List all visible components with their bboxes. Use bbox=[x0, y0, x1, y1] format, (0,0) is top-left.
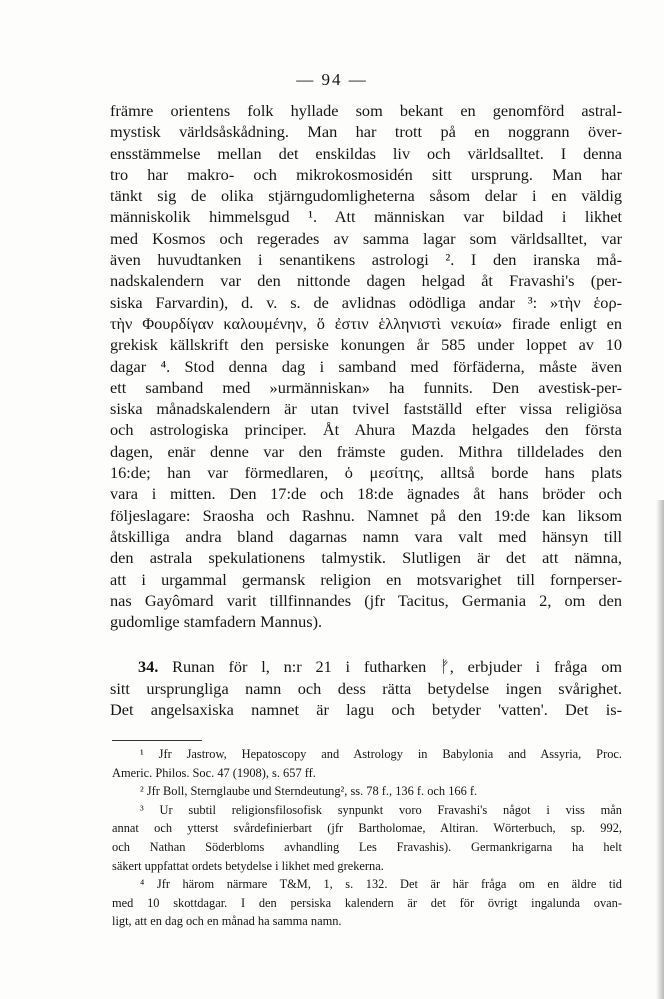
page-edge-shadow bbox=[656, 500, 664, 999]
text-line: Det angelsaxiska namnet är lagu och betyder 'vatten'. Det is- bbox=[110, 700, 622, 720]
footnote-rule bbox=[112, 740, 202, 741]
page-number: — 94 — bbox=[296, 70, 368, 89]
footnote-line: med 10 skottdagar. I den persiska kalendern är det för övrigt ingalunda ovan- bbox=[112, 895, 622, 910]
text-line: ensstämmelse mellan det enskildas liv och världsalltet. I denna bbox=[110, 143, 622, 163]
text-line: åtskilliga andra bland dagarnas namn vara valt med hänsyn till bbox=[110, 526, 622, 546]
footnote-line: och Nathan Söderbloms avhandling Les Fravashis). Germankrigarna ha helt bbox=[112, 839, 622, 854]
footnote-line: ¹ Jfr Jastrow, Hepatoscopy and Astrology in Babylonia and Assyria, Proc. bbox=[140, 747, 622, 761]
text-line: ett samband med »urmänniskan» ha funnits. Den avestisk-per- bbox=[110, 377, 622, 397]
text-line: nas Gayômard varit tillfinnandes (jfr Tacitus, Germania 2, om den bbox=[110, 590, 622, 610]
footnote-line: ³ Ur subtil religionsfilosofisk synpunkt voro Fravashi's något i viss mån bbox=[140, 802, 622, 817]
text-line: 16:de; han var förmedlaren, ὁ μεσίτης, alltså borde hans plats bbox=[110, 463, 622, 483]
text-line: människolik himmelsgud ¹. Att människan var bildad i likhet bbox=[110, 207, 622, 227]
text-line: följeslagare: Sraosha och Rashnu. Namnet på den 19:de kan liksom bbox=[110, 505, 622, 525]
footnote-line: säkert uppfattat ordets betydelse i likhet med grekerna. bbox=[112, 858, 384, 873]
footnote-line: Americ. Philos. Soc. 47 (1908), s. 657 ff. bbox=[112, 765, 316, 780]
text-line: även huvudtanken i senantikens astrologi ². I den iranska må- bbox=[110, 250, 622, 270]
text-line: dagar ⁴. Stod denna dag i samband med förfäderna, måste även bbox=[110, 356, 622, 376]
section-number: 34. bbox=[138, 657, 159, 677]
text-line: främre orientens folk hyllade som bekant en genomförd astral- bbox=[110, 101, 622, 120]
text-line: siska Farvardin), d. v. s. de avlidnas odödliga andar ³: »τὴν ἑορ- bbox=[110, 292, 622, 312]
text-line: tro har makro- och mikrokosmosidén sitt ursprung. Man har bbox=[110, 164, 622, 184]
text-line: tänkt sig de olika stjärngudomligheterna såsom delar i en väldig bbox=[110, 186, 622, 206]
text-line: τὴν Φουρδίγαν καλουμένην, ὅ ἐστιν ἑλληνιστὶ νεκυία» firade enligt en bbox=[110, 313, 622, 333]
footnote-line: ² Jfr Boll, Sternglaube und Sterndeutung², ss. 78 f., 136 f. och 166 f. bbox=[140, 784, 478, 799]
footnotes bbox=[112, 745, 622, 931]
text-line: nadskalendern var den nittonde dagen helgad åt Fravashi's (per- bbox=[110, 271, 622, 291]
footnote-line: annat och ytterst svårdefinierbart (jfr Bartholomae, Altiran. Wörterbuch, sp. 992, bbox=[112, 821, 622, 836]
body-text bbox=[110, 100, 622, 720]
text-line: och astrologiska principer. Åt Ahura Mazda helgades den första bbox=[110, 420, 622, 440]
text-line: mystisk världsåskådning. Man har trott på en noggrann över- bbox=[110, 122, 622, 142]
text-line: med Kosmos och regerades av samma lagar som världsalltet, var bbox=[110, 228, 622, 248]
text-line: grekisk källskrift den persiske konungen år 585 under loppet av 10 bbox=[110, 335, 622, 355]
footnote-line: ⁴ Jfr härom närmare T&M, 1, s. 132. Det är här fråga om en äldre tid bbox=[140, 877, 622, 892]
section-first-line bbox=[110, 656, 622, 677]
text-line: dagen, enär denne var den främste guden. Mithra tilldelades den bbox=[110, 441, 622, 461]
text-line: den astrala spekulationens talmystik. Slutligen är det att nämna, bbox=[110, 548, 622, 568]
text-line: gudomlige stamfadern Mannus). bbox=[110, 612, 323, 632]
paragraph-gap bbox=[110, 632, 622, 656]
section-first-line-text: Runan för l, n:r 21 i futharken ᚠ, erbjuder i fråga om bbox=[172, 657, 622, 677]
footnote-line: ligt, att en dag och en månad ha samma namn. bbox=[112, 914, 342, 929]
text-line: siska månadskalendern är utan tvivel fastställd efter vissa religiösa bbox=[110, 399, 622, 419]
text-line: vara i mitten. Den 17:de och 18:de ägnades åt hans bröder och bbox=[110, 484, 622, 504]
text-line: att i urgammal germansk religion en motsvarighet till fornperser- bbox=[110, 569, 622, 589]
text-line: sitt ursprungliga namn och dess rätta betydelse ingen svårighet. bbox=[110, 678, 622, 698]
